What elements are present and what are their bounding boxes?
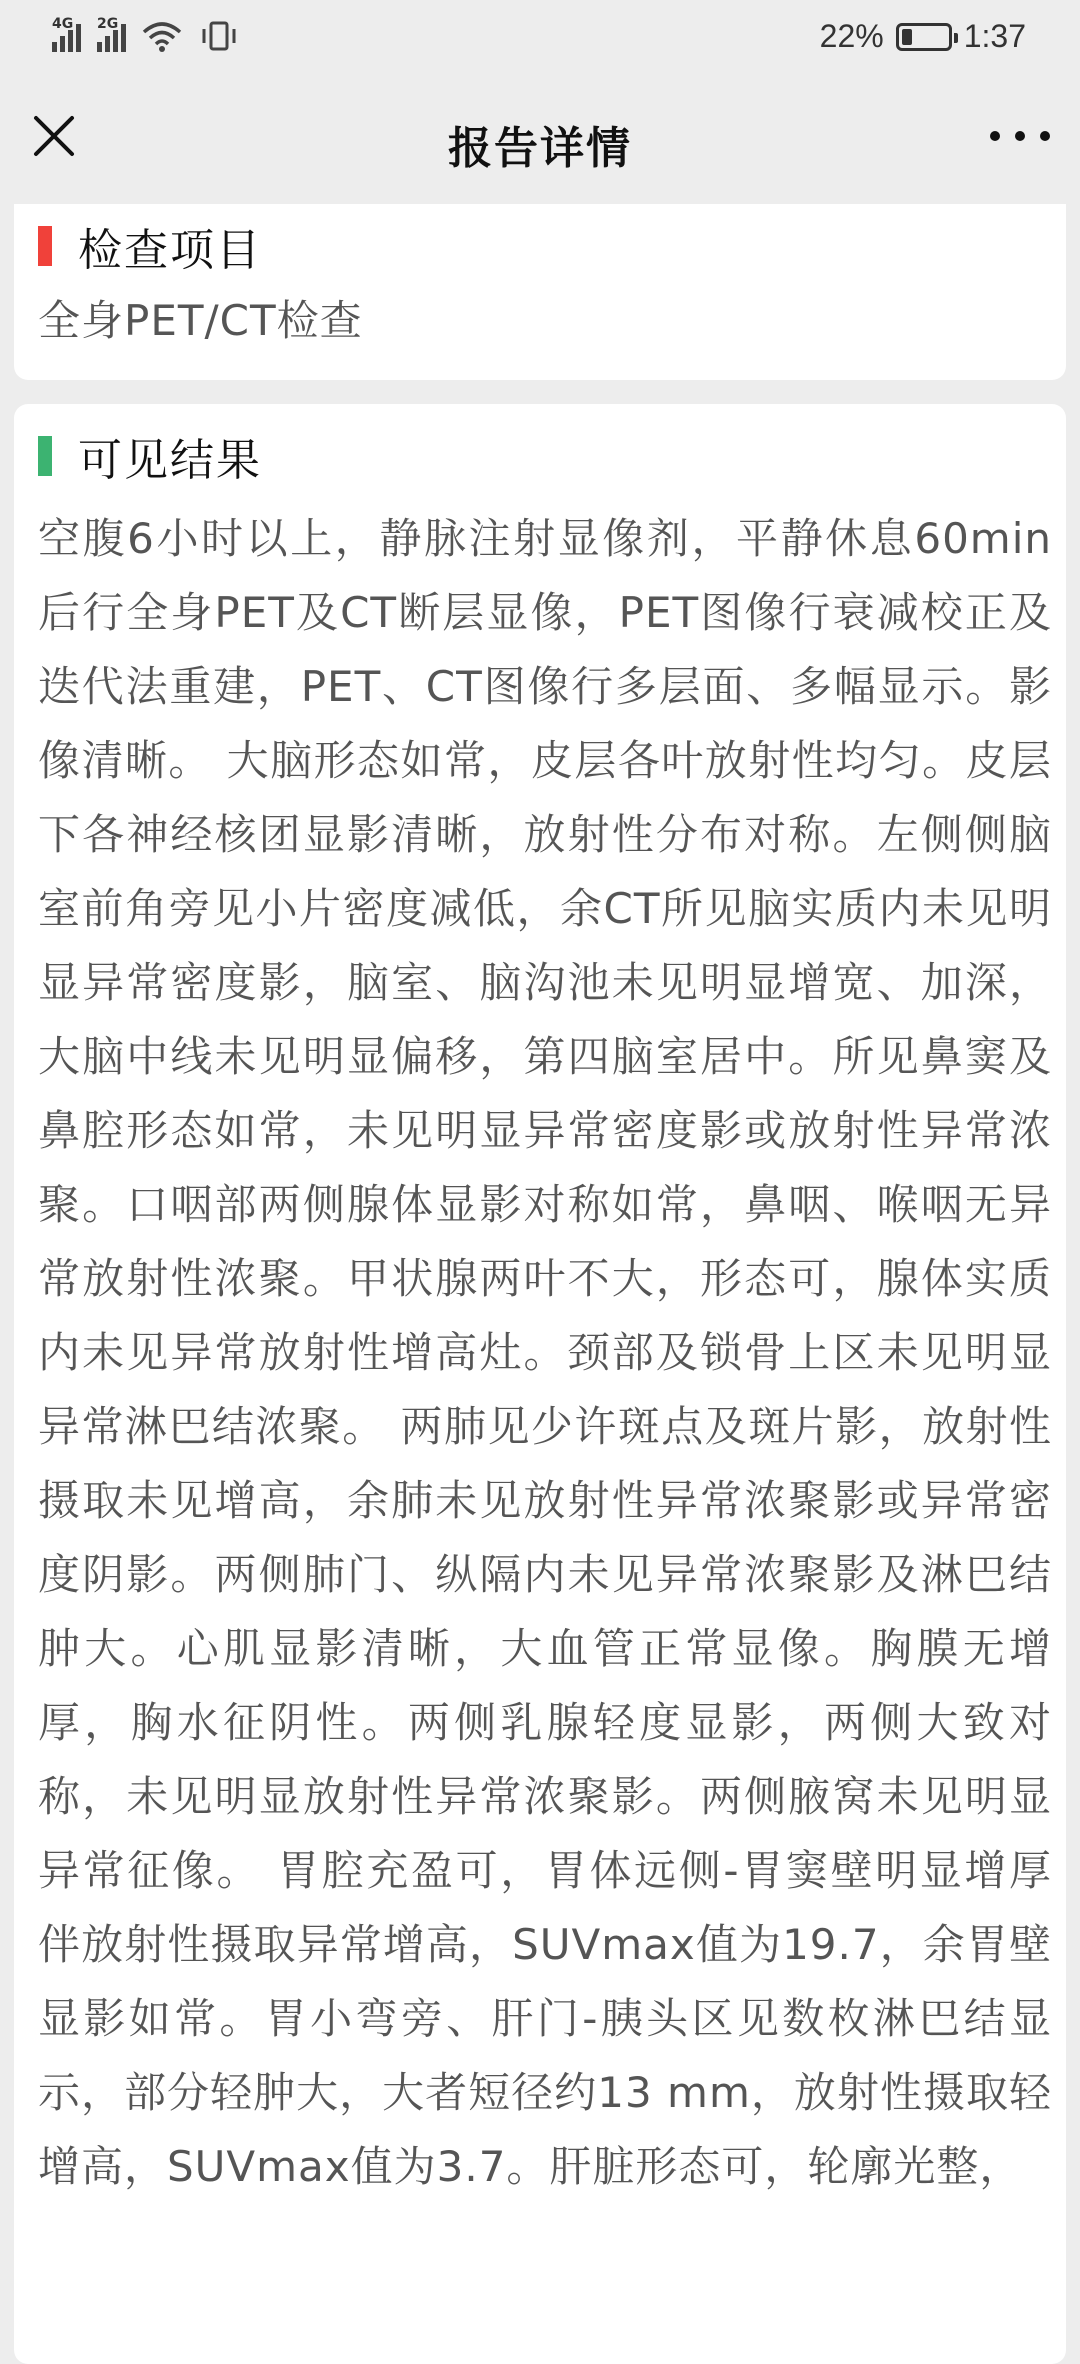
signal-1-tag: 4G: [52, 16, 74, 32]
more-dot: [1015, 131, 1025, 141]
findings-card: [14, 404, 1066, 2364]
section-accent-bar: [38, 436, 52, 476]
nav-bar: [0, 72, 1080, 204]
exam-item-card: [14, 204, 1066, 380]
status-right-group: [820, 18, 1026, 55]
signal-2-tag: 2G: [97, 16, 119, 32]
more-dot: [990, 131, 1000, 141]
section-title: 检查项目: [78, 225, 262, 276]
page-title: 报告详情: [448, 123, 632, 174]
vibrate-icon: [198, 20, 240, 52]
more-dot: [1040, 131, 1050, 141]
cellular-signal-1-icon: [52, 18, 81, 52]
section-accent-bar: [38, 226, 52, 266]
status-left-group: [52, 18, 240, 52]
battery-fill: [902, 29, 912, 45]
section-title: 可见结果: [78, 435, 262, 486]
exam-item-text: 全身PET/CT检查: [38, 296, 363, 345]
clock: 1:37: [963, 18, 1026, 54]
battery-percent: 22%: [819, 18, 884, 54]
findings-text: 空腹6小时以上，静脉注射显像剂，平静休息60min后行全身PET及CT断层显像，PET图像行衰减校正及迭代法重建，PET、CT图像行多层面、多幅显示。影像清晰。 大脑形态如常，皮层各叶放射性均匀。皮层下各神经核团显影清晰，放射性分布对称。左侧侧脑室前角旁见小片密度减低，余CT所见脑实质内未见明显异常密度影，脑室、脑沟池未见明显增宽、加深，大脑中线未见明显偏移，第四脑室居中。所见鼻窦及鼻腔形态如常，未见明显异常密度影或放射性异常浓聚。口咽部两侧腺体显影对称如常，鼻咽、喉咽无异常放射性浓聚。甲状腺两叶不大，形态可，腺体实质内未见异常放射性增高灶。颈部及锁骨上区未见明显异常淋巴结浓聚。 两肺见少许斑点及斑片影，放射性摄取未见增高，余肺未见放射性异常浓聚影或异常密度阴影。两侧肺门、纵隔内未见异常浓聚影及淋巴结肿大。心肌显影清晰，大血管正常显像。胸膜无增厚，胸水征阴性。两侧乳腺轻度显影，两侧大致对称，未见明显放射性异常浓聚影。两侧腋窝未见明显异常征像。 胃腔充盈可，胃体远侧-胃窦壁明显增厚伴放射性摄取异常增高，SUVmax值为19.7，余胃壁显影如常。胃小弯旁、肝门-胰头区见数枚淋巴结显示，部分轻肿大，大者短径约13 mm，放射性摄取轻增高，SUVmax值为3.7。肝脏形态可，轮廓光整，: [38, 514, 1052, 2191]
battery-icon: [896, 23, 952, 51]
more-icon[interactable]: [990, 126, 1050, 146]
cellular-signal-2-icon: [97, 18, 126, 52]
section-header: [38, 424, 262, 488]
section-header: [38, 214, 262, 278]
status-bar: [0, 0, 1080, 72]
wifi-icon: [142, 20, 182, 52]
